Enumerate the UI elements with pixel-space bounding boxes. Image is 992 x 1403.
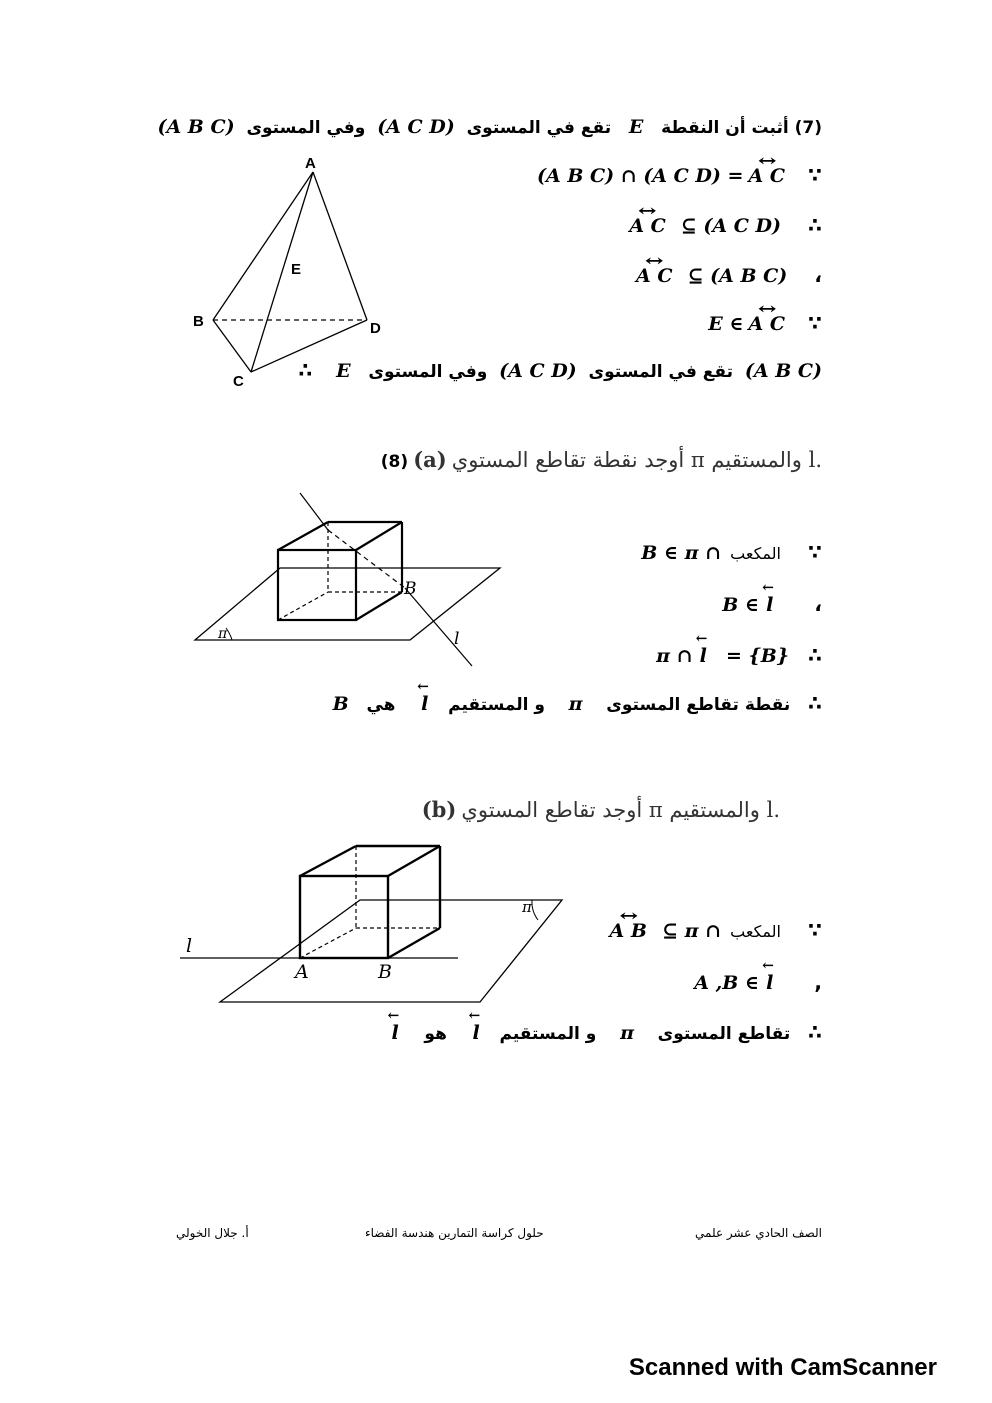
q8b-title: (b) أوجد تقاطع المستوي π والمستقيم l. — [421, 797, 780, 822]
cube-front-face — [278, 550, 356, 620]
plane-pi — [220, 900, 562, 1002]
q7-line-4: E ∈ ↔ A C ∵ — [708, 311, 822, 335]
q7-title: (7) أثبت أن النقطة E تقع في المستوى (A C D) وفي المستوى (A B C) — [157, 116, 822, 138]
q7-conclusion: ∴ E تقع في المستوى (A C D) وفي المستوى (A B C) — [298, 358, 822, 382]
cube-front-face — [300, 876, 388, 958]
angle-arc — [532, 900, 538, 920]
edge-ab — [213, 172, 313, 320]
cube-edge-top-right — [356, 522, 402, 550]
edge-bc — [213, 320, 251, 372]
q8-number: (8) — [380, 452, 409, 472]
line-l-hidden — [328, 530, 405, 588]
cube-hidden-left — [278, 592, 328, 620]
q7-line-2: ↔ A C ⊆ (A C D) ∴ — [629, 213, 822, 237]
cube-plane-figure-a — [190, 488, 510, 673]
cube-edge-bottom-right — [388, 928, 440, 958]
fig-a-label-b: B — [404, 579, 417, 599]
q8b-line-1: ↔ A B ⊆ π ∩ المكعب ∵ — [610, 918, 822, 942]
edge-ad — [313, 172, 367, 320]
cube-edge-bottom-right — [356, 592, 402, 620]
cube-edge-top-left — [278, 522, 328, 550]
label-c: C — [233, 373, 244, 390]
camscanner-watermark: Scanned with CamScanner — [628, 1354, 937, 1381]
label-d: D — [370, 320, 381, 337]
cube-edge-top-right — [388, 846, 440, 876]
label-a: A — [305, 155, 316, 172]
line-l-bottom — [405, 588, 472, 666]
cube-hidden-left — [300, 928, 356, 958]
q8a-line-3: π ∩ ← l = {B} ∴ — [656, 643, 822, 667]
q7-number: (7) — [794, 118, 822, 138]
fig-b-label-pi: π — [522, 898, 532, 916]
fig-a-label-l: l — [454, 629, 460, 649]
q8b-line-2: A ,B ∈ ← l , — [694, 970, 822, 994]
q8b-conclusion: ∴ تقاطع المستوى π و المستقيم ← l هو ← l — [390, 1020, 823, 1044]
q7-line-1: (A B C) ∩ (A C D) = ↔ A C ∵ — [537, 163, 822, 187]
q8a-conclusion: ∴ نقطة تقاطع المستوى π و المستقيم ← l هي B — [333, 691, 822, 715]
fig-b-label-b: B — [378, 961, 392, 983]
fig-b-label-l: l — [186, 935, 193, 957]
label-b: B — [193, 313, 204, 330]
q8a-line-2: B ∈ ← l ، — [722, 592, 822, 616]
footer-teacher: أ. جلال الخولي — [176, 1226, 249, 1240]
label-e: E — [291, 261, 302, 278]
fig-a-label-pi: π — [218, 626, 228, 642]
fig-b-label-a: A — [295, 961, 309, 983]
cube-plane-figure-b — [180, 838, 570, 1008]
q8a-title: (8) (a) أوجد نقطة تقاطع المستوي π والمستقيم l. — [380, 447, 822, 472]
footer-grade: الصف الحادي عشر علمي — [695, 1226, 822, 1240]
q7-line-3: ↔ A C ⊆ (A B C) ، — [636, 263, 822, 287]
cube-edge-top-left — [300, 846, 356, 876]
footer-book-title: حلول كراسة التمارين هندسة الفضاء — [365, 1226, 544, 1240]
edge-ac — [251, 172, 313, 372]
q8a-line-1: B ∈ π ∩ المكعب ∵ — [641, 540, 822, 564]
